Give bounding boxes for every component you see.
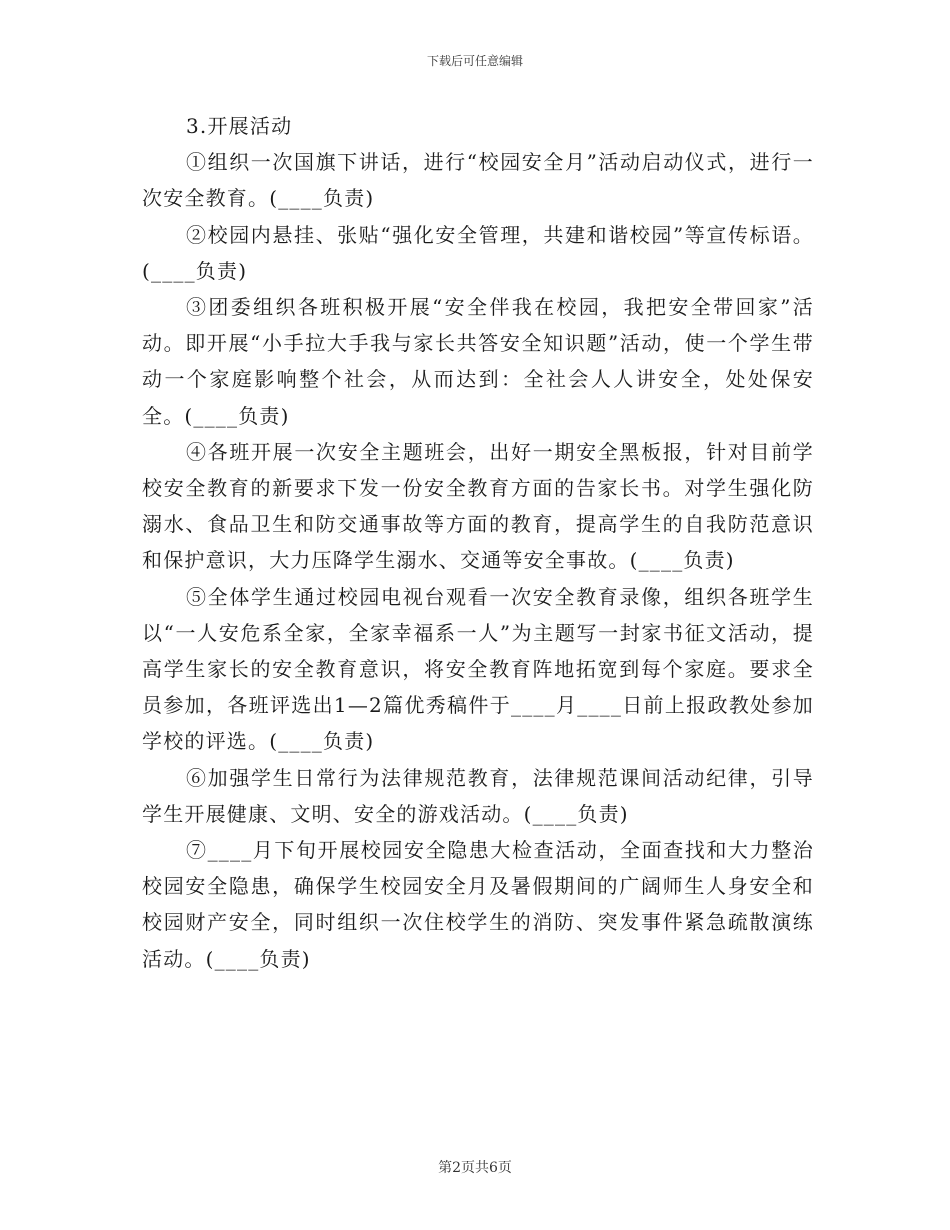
paragraph-3: ③团委组织各班积极开展“安全伴我在校园，我把安全带回家”活动。即开展“小手拉大手我与家长共答安全知识题”活动，使一个学生带动一个家庭影响整个社会，从而达到：全社会人人讲安全，处处保安全。(____负责) [142,295,814,428]
paragraph-4: ④各班开展一次安全主题班会，出好一期安全黑板报，针对目前学校安全教育的新要求下发一份安全教育方面的告家长书。对学生强化防溺水、食品卫生和防交通事故等方面的教育，提高学生的自我防范意识和保护意识，大力压降学生溺水、交通等安全事故。(____负责) [142,439,814,573]
paragraph-7: ⑦____月下旬开展校园安全隐患大检查活动，全面查找和大力整治校园安全隐患，确保学生校园安全月及暑假期间的广阔师生人身安全和校园财产安全，同时组织一次住校学生的消防、突发事件紧急疏散演练活动。(____负责) [142,838,814,971]
paragraph-1: ①组织一次国旗下讲话，进行“校园安全月”活动启动仪式，进行一次安全教育。(____负责) [142,150,814,211]
page-header: 下载后可任意编辑 [426,54,523,68]
paragraph-6: ⑥加强学生日常行为法律规范教育，法律规范课间活动纪律，引导学生开展健康、文明、安全的游戏活动。(____负责) [142,765,814,826]
paragraph-5: ⑤全体学生通过校园电视台观看一次安全教育录像，组织各班学生以“一人安危系全家，全家幸福系一人”为主题写一封家书征文活动，提高学生家长的安全教育意识，将安全教育阵地拓宽到每个家庭。要求全员参加，各班评选出1—2篇优秀稿件于____月____日前上报政教处参加学校的评选。(____负责) [142,584,814,754]
document-body [142,108,814,977]
paragraph-2: ②校园内悬挂、张贴“强化安全管理，共建和谐校园”等宣传标语。(____负责) [142,222,814,283]
section-heading: 3.开展活动 [186,114,293,138]
page-number: 第2页共6页 [438,1160,512,1176]
